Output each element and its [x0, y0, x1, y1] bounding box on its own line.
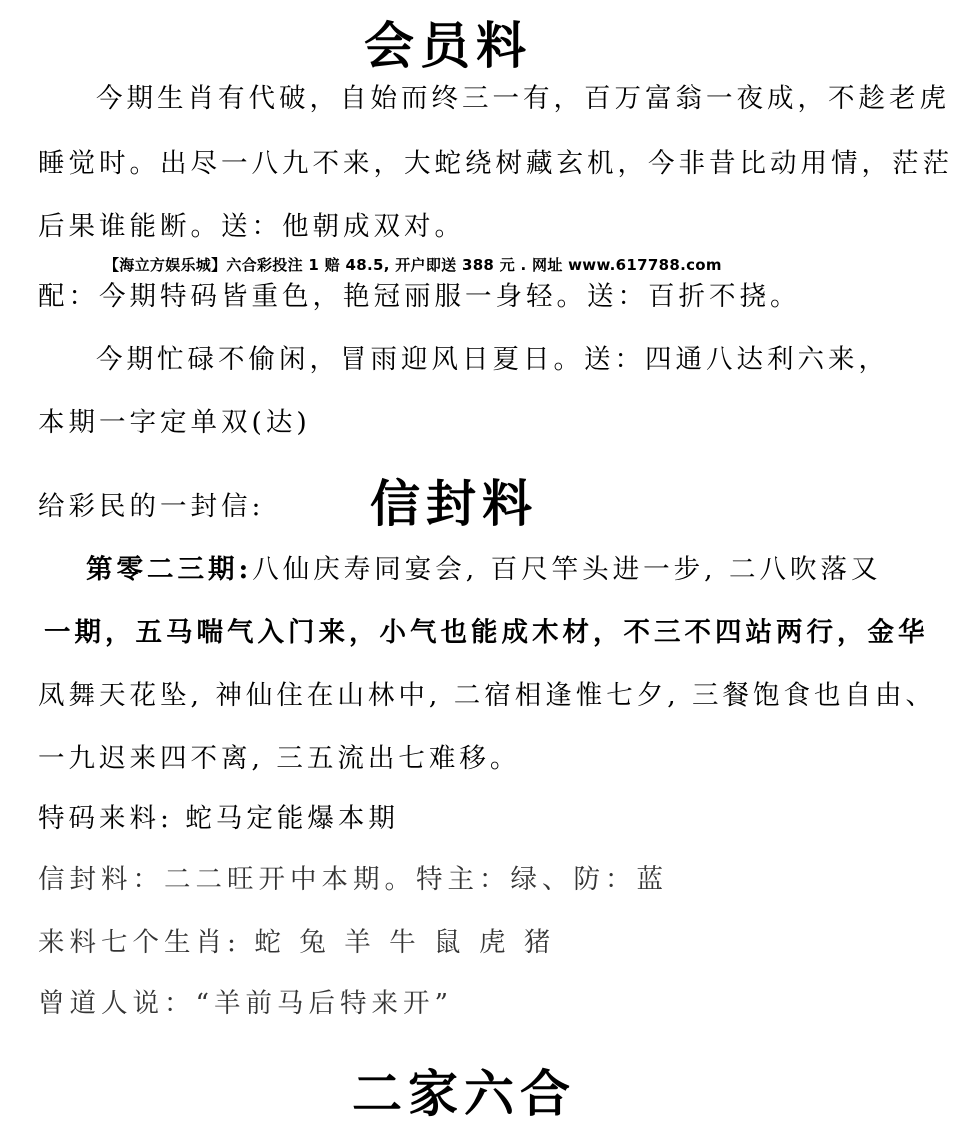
section-title-erjialiuhe: 二家六合 [352, 1064, 576, 1123]
xinfeng-line: 信封料：二二旺开中本期。特主：绿、防：蓝 [38, 864, 668, 895]
pei-line: 配：今期特码皆重色，艳冠丽服一身轻。送：百折不挠。 [38, 281, 801, 312]
ad-banner-text: 【海立方娱乐城】六合彩投注 1 赔 48.5, 开户即送 388 元 . 网址 www.617788.com [104, 256, 722, 274]
huiyuan-line-3: 后果谁能断。送：他朝成双对。 [38, 211, 465, 242]
period-label: 第零二三期: [86, 554, 253, 585]
huiyuan-line-6: 本期一字定单双(达) [38, 407, 311, 438]
tema-line: 特码来料: 蛇马定能爆本期 [38, 803, 399, 834]
laoliao-line: 来料七个生肖: 蛇 兔 羊 牛 鼠 虎 猪 [38, 927, 556, 958]
period-line-3: 凤舞天花坠, 神仙住在山林中, 二宿相逢惟七夕, 三餐饱食也自由、 [38, 680, 937, 711]
letter-intro: 给彩民的一封信: [38, 491, 265, 522]
period-line-4: 一九迟来四不离, 三五流出七难移。 [38, 743, 521, 774]
huiyuan-line-5: 今期忙碌不偷闲，冒雨迎风日夏日。送：四通八达利六来， [96, 344, 889, 375]
section-title-huiyuanliao: 会员料 [364, 16, 532, 75]
section-title-xinfengliao: 信封料 [370, 474, 538, 533]
huiyuan-line-2: 睡觉时。出尽一八九不来，大蛇绕树藏玄机，今非昔比动用情，茫茫 [38, 148, 953, 179]
period-line-1-text: 八仙庆寿同宴会, 百尺竿头进一步, 二八吹落又 [252, 554, 882, 585]
period-line-1 [86, 553, 882, 587]
zengdao-line: 曾道人说：“羊前马后特来开” [38, 988, 454, 1019]
huiyuan-line-1: 今期生肖有代破，自始而终三一有，百万富翁一夜成，不趁老虎 [96, 83, 950, 114]
period-line-2: 一期，五马喘气入门来，小气也能成木材，不三不四站两行，金华 [44, 617, 929, 648]
